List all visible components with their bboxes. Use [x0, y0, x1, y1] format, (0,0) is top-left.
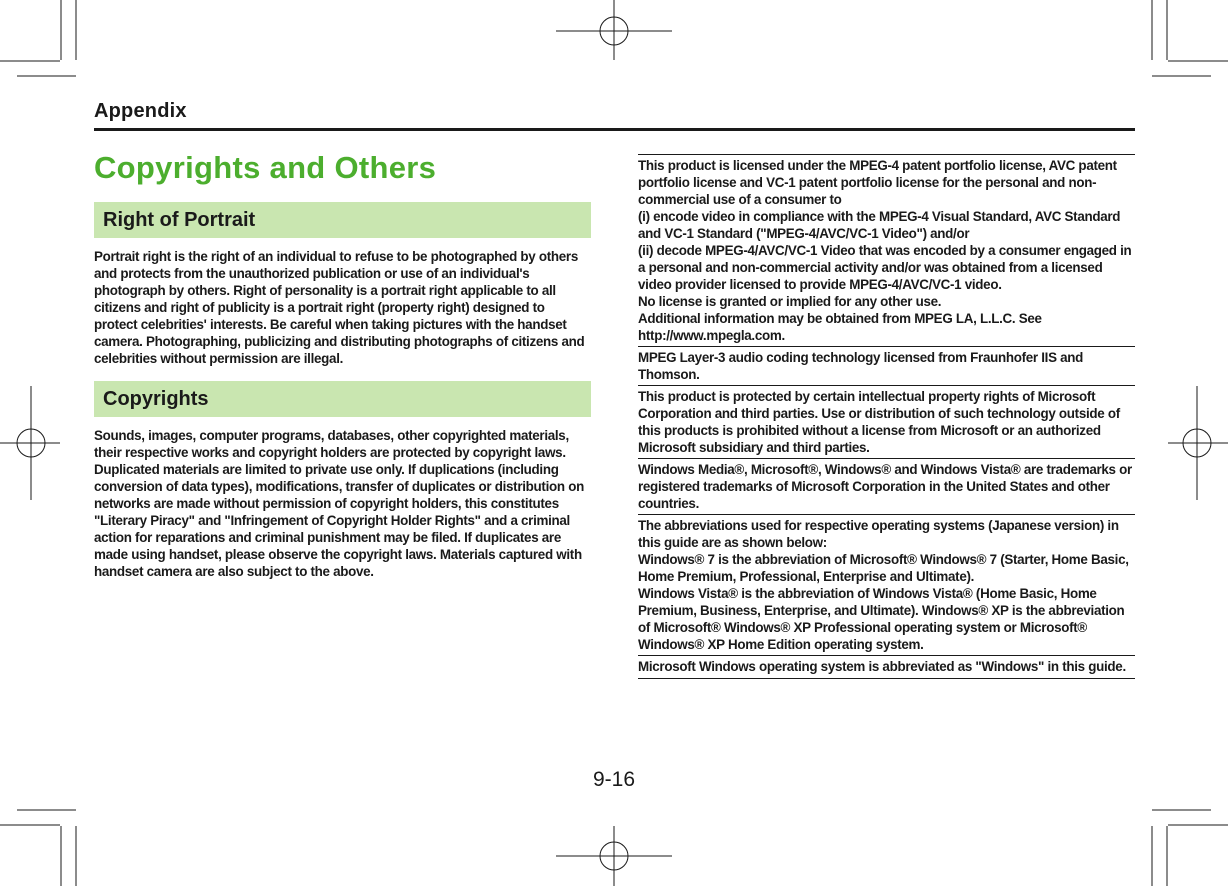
section-body-copyrights: Sounds, images, computer programs, databases, other copyrighted materials, their respective works and copyright holders are protected by copyright laws. Duplicated materials are limited to private use only. If duplications (including conversion of data types), modifications, transfer of duplicates or distribution on networks are made without permission of copyright holders, this constitutes "Literary Piracy" and "Infringement of Copyright Holder Rights" and a criminal action for reparations and criminal punishment may be filed. If duplicates are made using handset, please observe the copyright laws. Materials captured with handset camera are also subject to the above. — [94, 428, 584, 579]
note-line: (i) encode video in compliance with the MPEG-4 Visual Standard, AVC Standard and VC-1 Standard ("MPEG-4/AVC/VC-1 Video") and/or — [638, 209, 1121, 241]
page-title: Copyrights and Others — [94, 150, 437, 185]
note-line: Additional information may be obtained from MPEG LA, L.L.C. See http://www.mpegla.com. — [638, 311, 1042, 343]
header-divider — [94, 128, 1135, 131]
note-microsoft-ip — [638, 385, 1135, 458]
note-line: The abbreviations used for respective operating systems (Japanese version) in this guide are as shown below: — [638, 518, 1119, 550]
note-trademarks — [638, 458, 1135, 514]
section-label: Appendix — [94, 100, 187, 122]
license-notes — [638, 154, 1135, 679]
note-mpeg4-license — [638, 154, 1135, 346]
note-line: This product is protected by certain intellectual property rights of Microsoft Corporation and third parties. Use or distribution of such technology outside of this products is prohibited without a license from Microsoft or an authorized Microsoft subsidiary and third parties. — [638, 389, 1120, 455]
note-line: No license is granted or implied for any other use. — [638, 294, 942, 309]
note-line: MPEG Layer-3 audio coding technology licensed from Fraunhofer IIS and Thomson. — [638, 350, 1084, 382]
left-column — [94, 150, 591, 594]
note-line: Microsoft Windows operating system is abbreviated as "Windows" in this guide. — [638, 659, 1126, 674]
section-body-right-of-portrait: Portrait right is the right of an individual to refuse to be photographed by others and protects from the unauthorized publication or use of an individual's photograph by others. Right of personality is a portrait right applicable to all citizens and right of publicity is a portrait right (property right) designed to protect celebrities' interests. Be careful when taking pictures with the handset camera. Photographing, publicizing and distributing photographs of citizens and celebrities without permission are illegal. — [94, 249, 585, 366]
note-windows-abbreviation — [638, 655, 1135, 679]
note-mpeg-layer3 — [638, 346, 1135, 385]
note-line: Windows® 7 is the abbreviation of Microsoft® Windows® 7 (Starter, Home Basic, Home Premium, Professional, Enterprise and Ultimate). — [638, 552, 1129, 584]
note-line: This product is licensed under the MPEG-4 patent portfolio license, AVC patent portfolio license and VC-1 patent portfolio license for the personal and non-commercial use of a consumer to — [638, 158, 1117, 207]
section-heading-copyrights: Copyrights — [94, 381, 591, 417]
section-heading-right-of-portrait: Right of Portrait — [94, 202, 591, 238]
page-number: 9-16 — [592, 768, 636, 791]
note-line: Windows Vista® is the abbreviation of Windows Vista® (Home Basic, Home Premium, Business, Enterprise, and Ultimate). Windows® XP is the abbreviation of Microsoft® Windows® XP Professional operating system or Microsoft® Windows® XP Home Edition operating system. — [638, 586, 1125, 652]
note-line: Windows Media®, Microsoft®, Windows® and Windows Vista® are trademarks or registered trademarks of Microsoft Corporation in the United States and other countries. — [638, 462, 1132, 511]
note-os-abbreviations — [638, 514, 1135, 655]
note-line: (ii) decode MPEG-4/AVC/VC-1 Video that was encoded by a consumer engaged in a personal and non-commercial activity and/or was obtained from a licensed video provider licensed to provide MPEG-4/AVC/VC-1 video. — [638, 243, 1132, 292]
